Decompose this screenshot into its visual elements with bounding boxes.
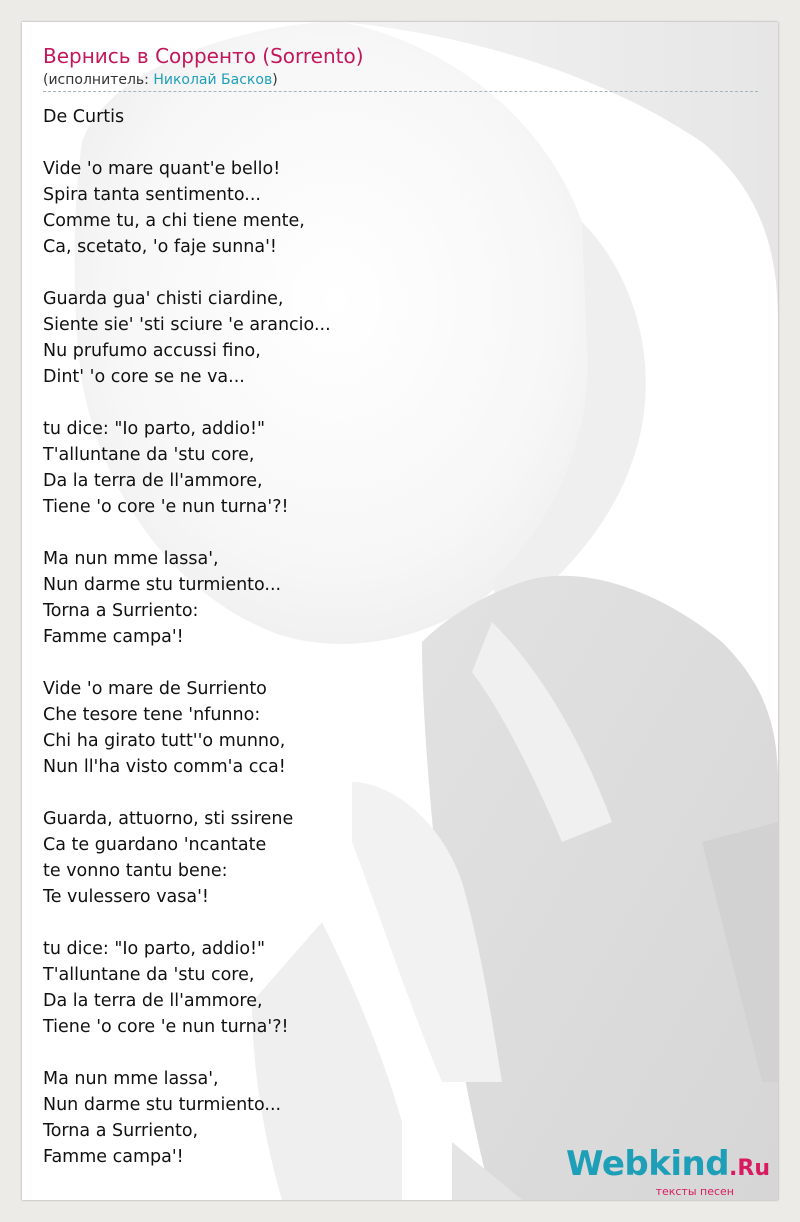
stanza-gap [43,1040,331,1066]
lyrics-line: Da la terra de ll'ammore, [43,991,263,1011]
lyrics-line: Famme campa'! [43,627,184,647]
stanza-gap [43,520,331,546]
performer-suffix: ) [272,72,278,88]
lyrics-line: Guarda, attuorno, sti ssirene [43,809,294,829]
lyrics-line: T'alluntane da 'stu core, [43,965,255,985]
lyrics-line: Nu prufumo accussi fino, [43,341,261,361]
stanza-gap [43,780,331,806]
lyrics-line: Chi ha girato tutt''o munno, [43,731,286,751]
lyrics-line: Famme campa'! [43,1147,184,1167]
stanza-gap [43,260,331,286]
lyrics-line: Ma nun mme lassa', [43,1069,219,1089]
stanza-gap [43,390,331,416]
performer-link[interactable]: Николай Басков [153,72,273,88]
lyrics-line: Torna a Surriento: [43,601,199,621]
lyrics-line: Vide 'o mare quant'e bello! [43,159,281,179]
logo-wordmark [566,1144,770,1186]
lyrics-line: te vonno tantu bene: [43,861,228,881]
lyrics-line: Da la terra de ll'ammore, [43,471,263,491]
lyrics-text [43,104,331,1170]
lyrics-line: Nun darme stu turmiento... [43,575,282,595]
song-title: Вернись в Сорренто (Sorrento) [43,44,364,68]
performer-line [43,70,758,90]
lyrics-line: Nun darme stu turmiento... [43,1095,282,1115]
lyrics-line: tu dice: "Io parto, addio!" [43,419,266,439]
lyrics-line: Ma nun mme lassa', [43,549,219,569]
lyrics-line: Nun ll'ha visto comm'a cca! [43,757,286,777]
webkind-logo[interactable] [566,1144,770,1198]
lyrics-line: Ca te guardano 'ncantate [43,835,267,855]
lyrics-line: Tiene 'o core 'e nun turna'?! [43,497,289,517]
lyrics-line: Tiene 'o core 'e nun turna'?! [43,1017,289,1037]
lyrics-line: Dint' 'o core se ne va... [43,367,245,387]
lyrics-line: Vide 'o mare de Surriento [43,679,267,699]
lyrics-card [22,22,778,1200]
lyrics-line: Siente sie' 'sti sciure 'e arancio... [43,315,331,335]
lyrics-line: Ca, scetato, 'o faje sunna'! [43,237,277,257]
lyrics-line: Te vulessero vasa'! [43,887,209,907]
lyrics-line: Torna a Surriento, [43,1121,199,1141]
lyrics-line: Comme tu, a chi tiene mente, [43,211,305,231]
stanza-gap [43,910,331,936]
lyrics-line: Guarda gua' chisti ciardine, [43,289,284,309]
logo-brand: Webkind [566,1144,730,1184]
logo-tagline: тексты песен [655,1185,734,1198]
header-divider [43,91,758,92]
lyrics-line: Spira tanta sentimento... [43,185,261,205]
stanza-gap [43,650,331,676]
logo-tld: .Ru [729,1156,770,1181]
lyrics-line: De Curtis [43,107,125,127]
performer-prefix: (исполнитель: [43,72,154,88]
lyrics-line: tu dice: "Io parto, addio!" [43,939,266,959]
page-header [43,42,758,92]
stanza-gap [43,130,331,156]
lyrics-line: Che tesore tene 'nfunno: [43,705,261,725]
lyrics-line: T'alluntane da 'stu core, [43,445,255,465]
